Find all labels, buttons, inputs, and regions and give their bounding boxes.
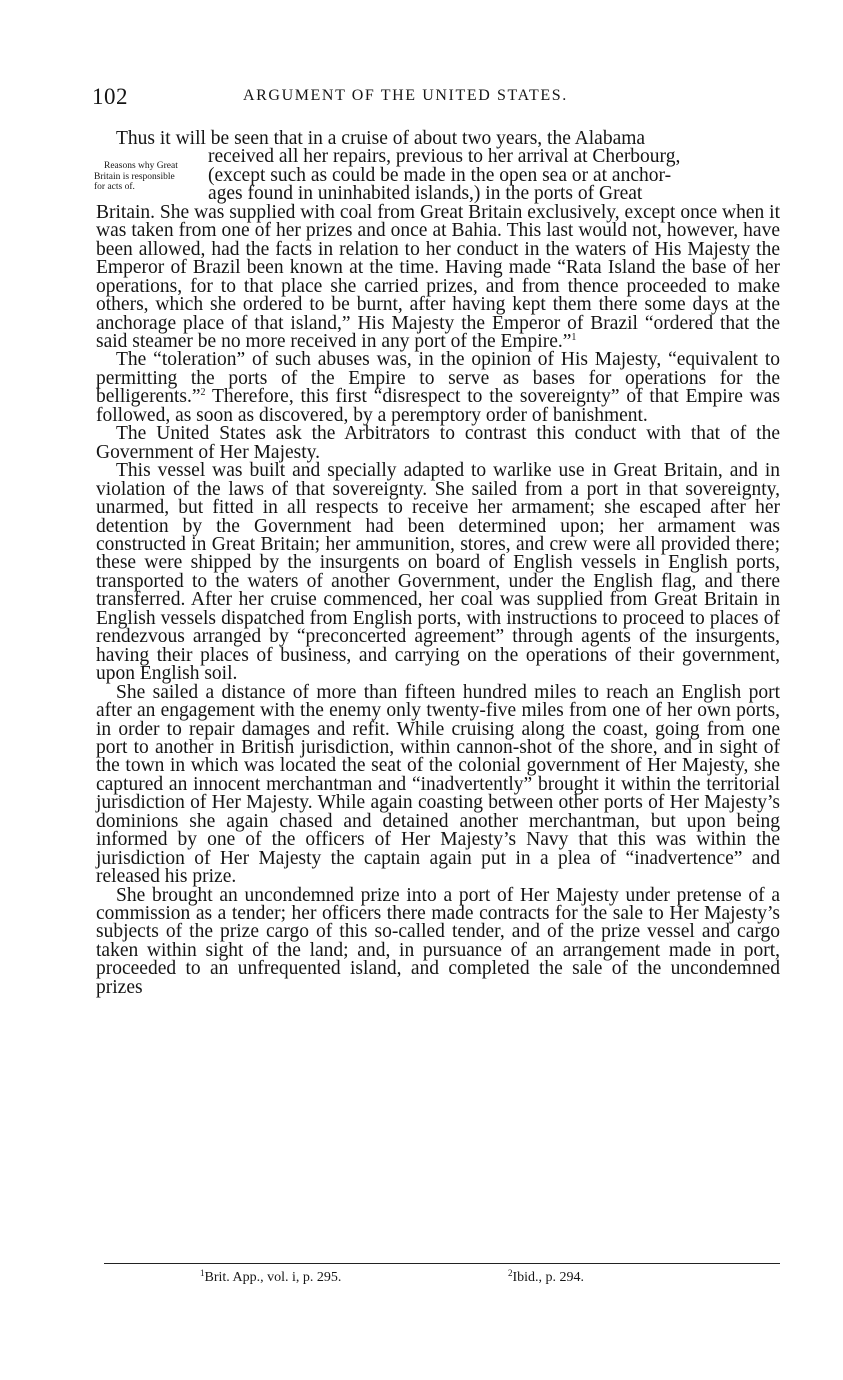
footnote-mark: 2 bbox=[508, 1268, 513, 1278]
paragraph-6: She brought an uncondemned prize into a port of Her Majesty under pretense of a commission as a tender; her officers there made contracts for the sale to Her Majesty’s subjects of the prize cargo of this so-called tender, and of the prize vessel and cargo taken within sight of the land; and, in pursuance of an arrangement made in port, proceeded to an unfrequented island, and completed the sale of the uncondemned prizes bbox=[96, 884, 780, 998]
footnotes bbox=[0, 1270, 843, 1294]
footnote-text: Brit. App., vol. i, p. 295. bbox=[204, 1270, 342, 1285]
paragraph-text: Britain. She was supplied with coal from Great Britain exclusively, except once when it was taken from one of her prizes and once at Bahia. This last would not, however, have been allowed, had the facts in relation to her conduct in the waters of His Majesty the Emperor of Brazil been known at the time. Having made “Rata Island the base of her operations, for to that place she carried prizes, and from thence proceeded to make others, which she ordered to be burnt, after having kept them there some days at the anchorage place of that island,” His Majesty the Emperor of Brazil “ordered that the said steamer be no more received in any port of the Empire.” bbox=[96, 201, 780, 352]
paragraph-line: Thus it will be seen that in a cruise of about two years, the Alabama bbox=[116, 128, 646, 149]
paragraph-4: This vessel was built and specially adapted to warlike use in Great Britain, and in violation of the laws of that sovereignty. She sailed from a port in that sovereignty, unarmed, but fitted in all respects to receive her armament; she escaped after her detention by the Government had been determined upon; her armament was constructed in Great Britain; her ammunition, stores, and crew were all provided there; these were shipped by the insurgents on board of English vessels in English ports, transported to the waters of another Government, under the English flag, and there transferred. After her cruise commenced, her coal was supplied from Great Britain in English vessels dispatched from English ports, with instructions to proceed to places of rendezvous arranged by “preconcerted agreement” through agents of the insurgents, having their places of business, and carrying on the operations of their government, upon English soil. bbox=[96, 460, 780, 685]
paragraph-text: The “toleration” of such abuses was, in the opinion of His Majesty, “equivalent to permitting the ports of the Empire to serve as bases for operations for the belligerents.” bbox=[96, 349, 780, 408]
paragraph-text: Therefore, this first “disrespect to the sovereignty” of that Empire was followed, as soon as discovered, by a peremptory order of banishment. bbox=[96, 386, 780, 426]
paragraph-5: She sailed a distance of more than fifteen hundred miles to reach an English port after an engagement with the enemy only twenty-five miles from one of her own ports, in order to repair damages and refit. While cruising along the coast, going from one port to another in British jurisdiction, within cannon-shot of the shore, and in sight of the town in which was located the seat of the colonial government of Her Majesty, she captured an innocent merchantman and “inadvertently” brought it within the territorial jurisdiction of Her Majesty. While again coasting between other ports of Her Majesty’s dominions she again chased and detained another merchantman, but upon being informed by one of the officers of Her Majesty’s Navy that this was within the jurisdiction of Her Majesty the captain again put in a plea of “inadvertence” and released his prize. bbox=[96, 681, 780, 888]
footnote-rule bbox=[104, 1263, 780, 1264]
paragraph-line: ages found in uninhabited islands,) in the ports of Great bbox=[208, 183, 643, 205]
paragraph-3: The United States ask the Arbitrators to contrast this conduct with that of the Government of Her Majesty. bbox=[96, 423, 780, 463]
paragraph-line: received all her repairs, previous to her arrival at Cherbourg, bbox=[208, 146, 681, 168]
footnote-ref-2: 2 bbox=[200, 387, 206, 399]
paragraph-line: (except such as could be made in the open sea or at anchor- bbox=[208, 164, 672, 186]
margin-note-line: Britain is responsible bbox=[94, 171, 175, 182]
page-number: 102 bbox=[92, 84, 128, 109]
running-head: ARGUMENT OF THE UNITED STATES. bbox=[243, 87, 568, 104]
paragraph-2 bbox=[96, 351, 780, 425]
footnote-1 bbox=[200, 1270, 341, 1286]
body-text bbox=[96, 130, 780, 997]
margin-note-line: Reasons why Great bbox=[104, 161, 178, 171]
footnote-ref-1: 1 bbox=[571, 331, 577, 343]
paragraph-1 bbox=[96, 130, 780, 351]
footnote-text: Ibid., p. 294. bbox=[512, 1270, 585, 1285]
margin-note-line: for acts of. bbox=[94, 182, 135, 192]
footnote-2 bbox=[508, 1270, 584, 1286]
footnote-mark: 1 bbox=[200, 1268, 205, 1278]
